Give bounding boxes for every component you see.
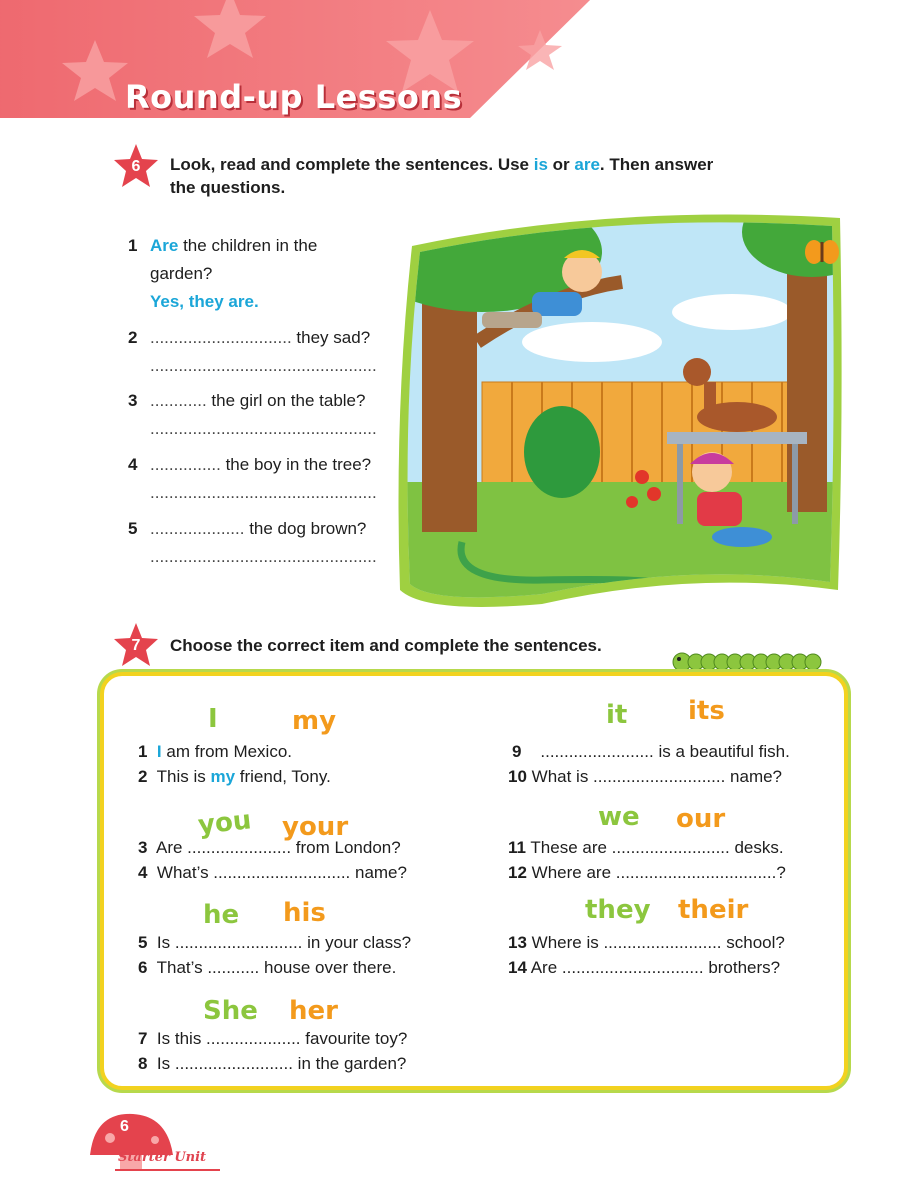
sentence-number: 12 — [508, 863, 527, 882]
keyword-is: is — [533, 155, 548, 174]
word-choice: he — [203, 900, 240, 930]
sentence-text[interactable]: Are .............................. brothers? — [530, 958, 781, 977]
sentence-number: 4 — [138, 863, 148, 882]
sentence-text: This is — [156, 767, 211, 786]
word-choice: they — [585, 895, 651, 925]
sentence-text[interactable]: Where are ..................................? — [531, 863, 786, 882]
word-choice: their — [678, 895, 749, 925]
page-title: Round-up Lessons — [125, 78, 463, 116]
sentence-8 — [138, 1054, 406, 1074]
sentence-text[interactable]: That’s ........... house over there. — [156, 958, 397, 977]
exercise-number: 6 — [131, 158, 141, 175]
answer-line[interactable]: ................................................ — [150, 483, 377, 502]
answer-line[interactable]: ................................................ — [150, 547, 377, 566]
sentence-9 — [512, 742, 790, 762]
answer-word: I — [156, 742, 162, 761]
instruction-text: Look, read and complete the sentences. Use — [170, 155, 534, 174]
word-choice: we — [598, 802, 640, 832]
word-choice: I — [208, 704, 218, 734]
sentence-number: 2 — [138, 767, 148, 786]
sentence-12 — [508, 863, 786, 883]
question-text: the children in the — [178, 236, 318, 255]
sentence-4 — [138, 863, 407, 883]
blank-line[interactable]: ............ — [150, 391, 207, 410]
sentence-number: 8 — [138, 1054, 148, 1073]
answer-word: my — [210, 767, 236, 786]
question-3 — [150, 391, 365, 411]
sentence-text[interactable]: Is this .................... favourite toy? — [156, 1029, 408, 1048]
instruction-text: or — [547, 155, 575, 174]
sentence-13 — [508, 933, 785, 953]
sentence-text[interactable]: Is ........................... in your class? — [156, 933, 412, 952]
sentence-text: am from Mexico. — [161, 742, 293, 761]
question-2 — [150, 328, 370, 348]
question-text: the dog brown? — [244, 519, 367, 538]
question-4 — [150, 455, 371, 475]
sentence-7 — [138, 1029, 407, 1049]
blank-line[interactable]: .............................. — [150, 328, 292, 347]
sentence-text[interactable]: Is ......................... in the garden? — [156, 1054, 407, 1073]
sentence-number: 6 — [138, 958, 148, 977]
question-1 — [150, 236, 317, 256]
blank-line[interactable]: .................... — [150, 519, 245, 538]
sentence-2 — [138, 767, 331, 787]
word-choice: She — [203, 996, 258, 1026]
keyword-are: are — [574, 155, 600, 174]
sentence-text[interactable]: Where is ......................... school? — [531, 933, 785, 952]
question-number: 5 — [128, 519, 138, 538]
question-1-answer: Yes, they are. — [150, 292, 259, 311]
question-1-line2: garden? — [150, 264, 213, 283]
answer-line[interactable]: ................................................ — [150, 356, 377, 375]
exercise-7-instruction: Choose the correct item and complete the sentences. — [170, 636, 602, 655]
garden-illustration — [392, 212, 842, 612]
blank-line[interactable]: ............... — [150, 455, 221, 474]
word-choice: your — [282, 812, 349, 842]
sentence-14 — [508, 958, 780, 978]
sentence-number: 1 — [138, 742, 148, 761]
answer-line[interactable]: ................................................ — [150, 419, 377, 438]
question-text: the girl on the table? — [206, 391, 366, 410]
sentence-text: friend, Tony. — [235, 767, 331, 786]
sentence-6 — [138, 958, 396, 978]
word-choice: her — [289, 996, 338, 1026]
sentence-text[interactable]: What’s ............................. name? — [156, 863, 407, 882]
exercise-6-instruction — [170, 153, 810, 199]
answer-word: Are — [150, 236, 179, 255]
page-number: 6 — [120, 1118, 129, 1135]
sentence-text[interactable]: These are ......................... desks. — [530, 838, 784, 857]
sentence-10 — [508, 767, 782, 787]
sentence-number: 3 — [138, 838, 148, 857]
sentence-1 — [138, 742, 292, 762]
exercise-number: 7 — [131, 637, 141, 654]
sentence-number: 11 — [508, 838, 526, 857]
sentence-text[interactable]: What is ............................ name? — [531, 767, 783, 786]
sentence-number: 13 — [508, 933, 527, 952]
question-number: 4 — [128, 455, 138, 474]
question-number: 2 — [128, 328, 138, 347]
sentence-text[interactable]: Are ...................... from London? — [155, 838, 401, 857]
word-choice: its — [688, 696, 725, 726]
word-choice: it — [606, 700, 628, 730]
question-5 — [150, 519, 366, 539]
word-choice: my — [292, 706, 337, 736]
sentence-text[interactable]: ........................ is a beautiful fish. — [540, 742, 790, 761]
sentence-number: 7 — [138, 1029, 148, 1048]
sentence-3 — [138, 838, 401, 858]
word-choice: his — [283, 898, 326, 928]
question-number: 3 — [128, 391, 138, 410]
sentence-number: 9 — [512, 742, 522, 761]
exercise-6-number-badge — [113, 143, 159, 189]
question-number: 1 — [128, 236, 138, 255]
sentence-number: 10 — [508, 767, 527, 786]
instruction-text: . Then answer — [599, 155, 714, 174]
question-text: they sad? — [291, 328, 371, 347]
sentence-11 — [508, 838, 784, 858]
word-choice: our — [676, 804, 726, 834]
mushroom-icon — [85, 1110, 225, 1180]
sentence-number: 5 — [138, 933, 148, 952]
word-choice: you — [196, 805, 253, 841]
sentence-number: 14 — [508, 958, 527, 977]
question-text: the boy in the tree? — [220, 455, 372, 474]
unit-label: Starter Unit — [118, 1150, 207, 1165]
exercise-7-number-badge — [113, 622, 159, 668]
sentence-5 — [138, 933, 411, 953]
instruction-text: the questions. — [170, 178, 286, 197]
